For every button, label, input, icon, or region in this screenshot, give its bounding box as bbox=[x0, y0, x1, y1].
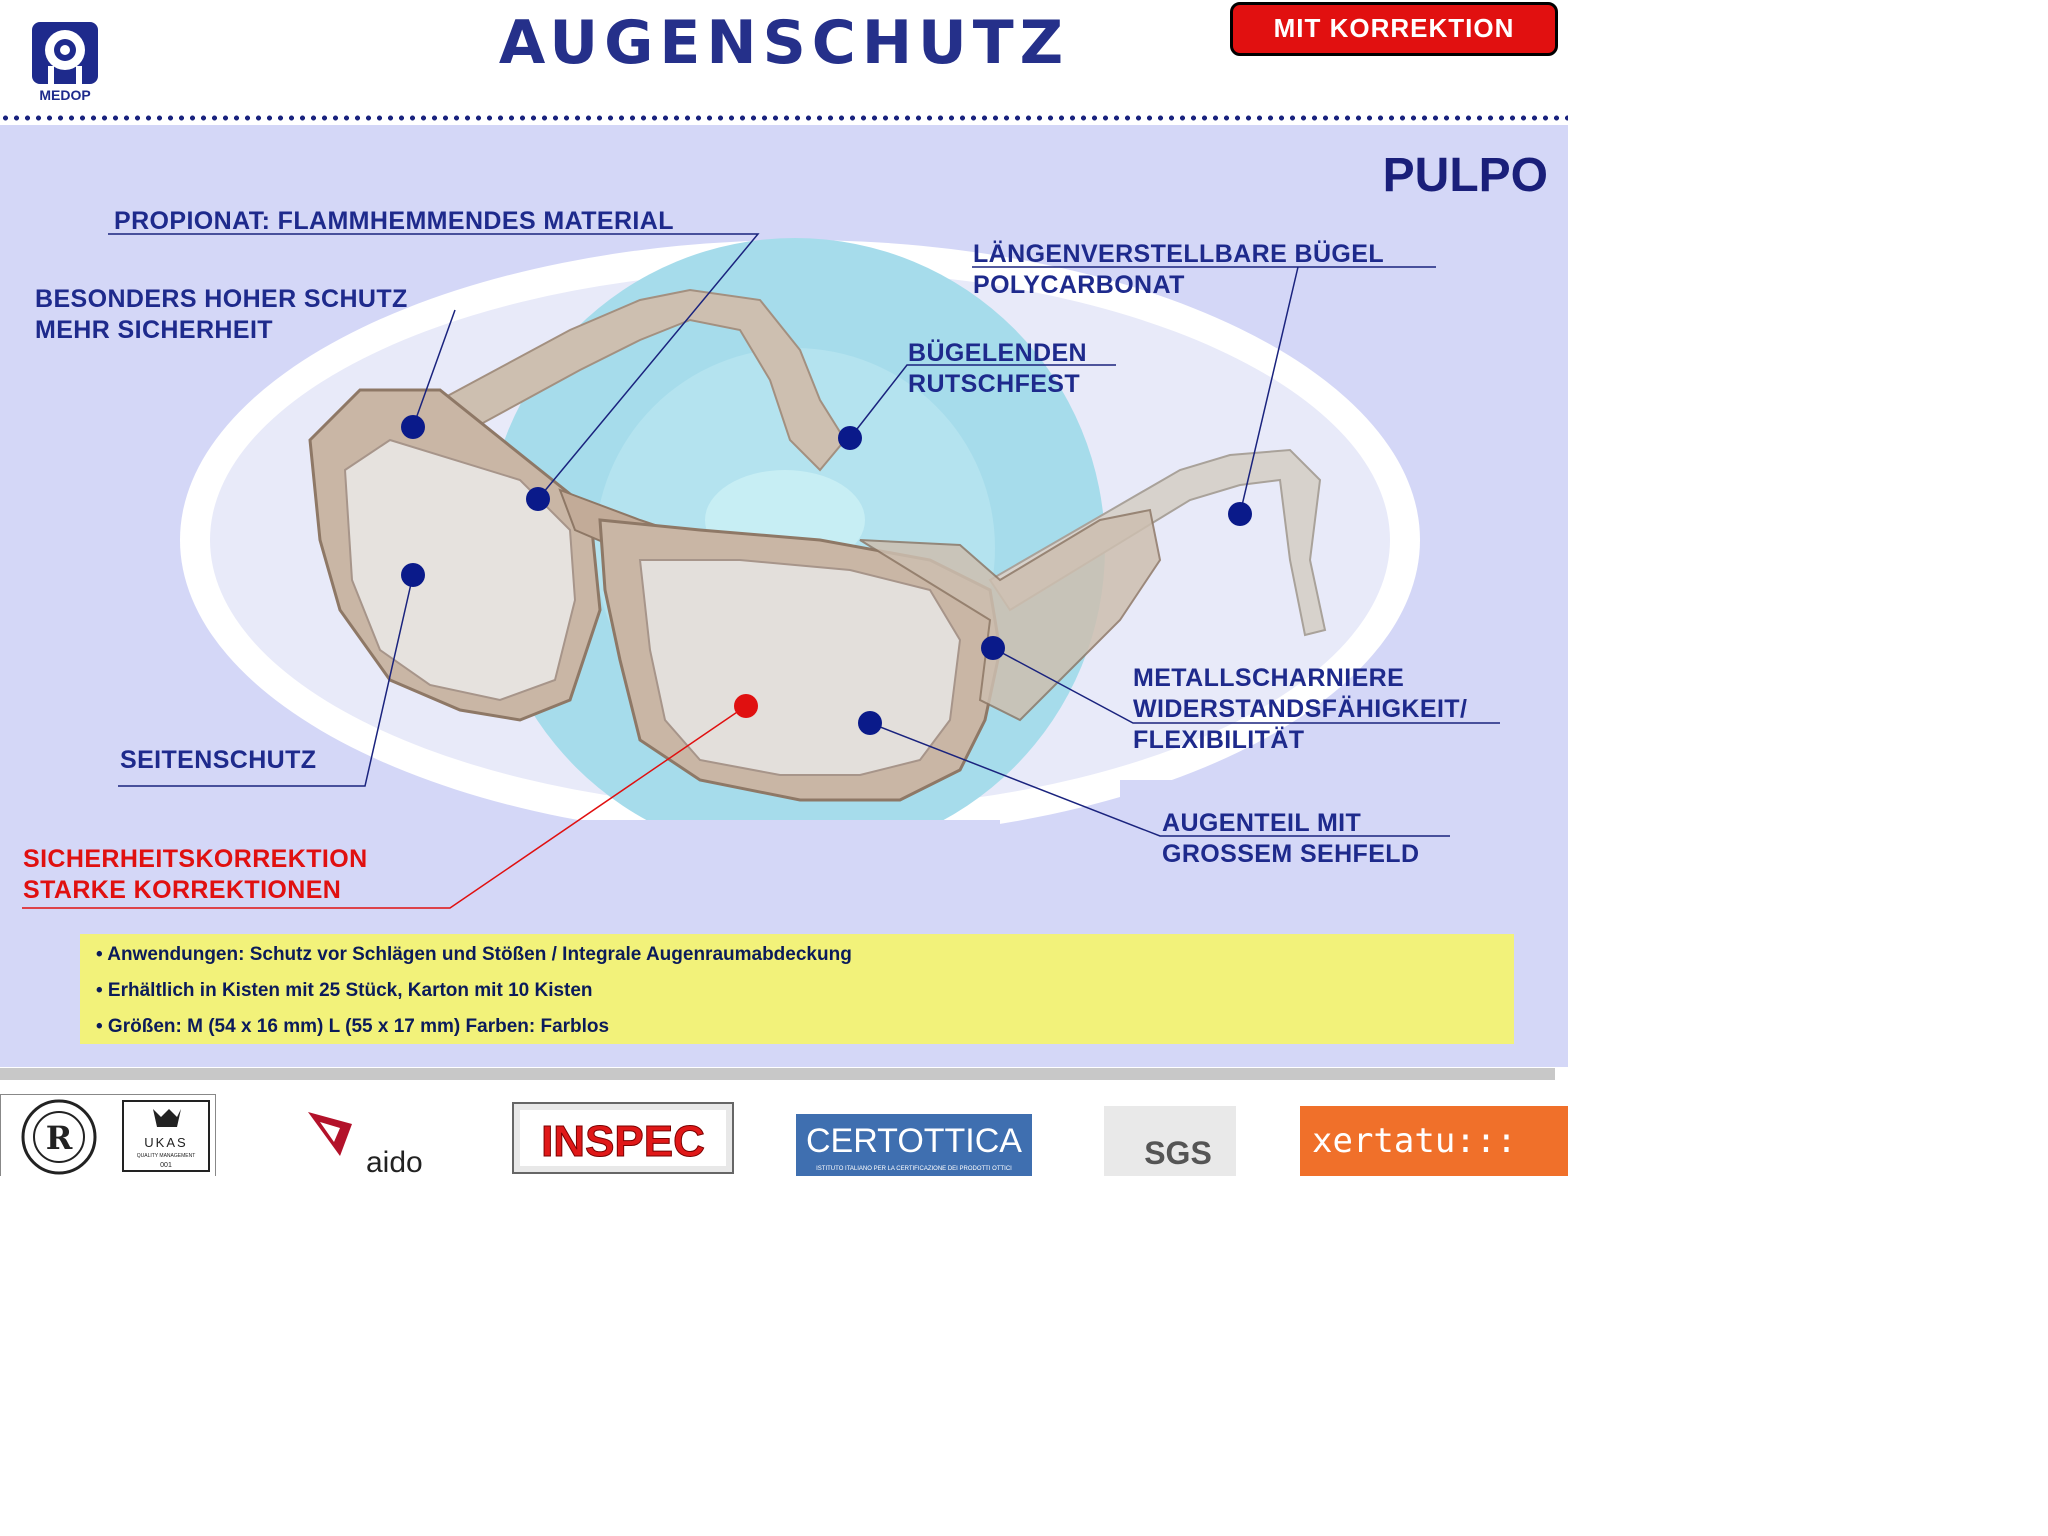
marker-augenteil bbox=[858, 711, 882, 735]
callout-augenteil-line1: AUGENTEIL MIT bbox=[1162, 809, 1362, 837]
callout-buegel-line1: LÄNGENVERSTELLBARE BÜGEL bbox=[973, 240, 1385, 268]
callout-korrektion-line1: SICHERHEITSKORREKTION bbox=[23, 845, 368, 873]
info-box bbox=[80, 934, 1514, 1044]
callout-propionat bbox=[114, 206, 674, 237]
certottica-logo bbox=[796, 1114, 1032, 1176]
callout-schutz-line1: BESONDERS HOHER SCHUTZ bbox=[35, 285, 408, 313]
svg-text:aido: aido bbox=[366, 1146, 423, 1176]
dotted-divider bbox=[0, 114, 1568, 122]
callout-buegel bbox=[973, 239, 1384, 301]
callout-augenteil bbox=[1162, 808, 1419, 870]
svg-text:R: R bbox=[45, 1119, 73, 1157]
callout-buegelenden-line2: RUTSCHFEST bbox=[908, 370, 1081, 398]
callout-buegelenden-line1: BÜGELENDEN bbox=[908, 339, 1088, 367]
callout-schutz bbox=[35, 284, 408, 346]
callout-scharniere-line2: WIDERSTANDSFÄHIGKEIT/ bbox=[1133, 695, 1468, 723]
marker-buegelenden bbox=[838, 426, 862, 450]
svg-text:SGS: SGS bbox=[1144, 1135, 1212, 1171]
callout-korrektion-line2: STARKE KORREKTIONEN bbox=[23, 876, 342, 904]
svg-text:UKAS: UKAS bbox=[144, 1135, 188, 1150]
svg-text:xertatu:::: xertatu::: bbox=[1312, 1121, 1517, 1161]
svg-text:QUALITY MANAGEMENT: QUALITY MANAGEMENT bbox=[136, 1153, 196, 1159]
callout-scharniere-line3: FLEXIBILITÄT bbox=[1133, 726, 1305, 754]
callout-scharniere bbox=[1133, 663, 1467, 756]
callout-seitenschutz bbox=[120, 745, 316, 776]
callout-seitenschutz-text: SEITENSCHUTZ bbox=[120, 746, 317, 774]
callout-buegelenden bbox=[908, 338, 1087, 400]
footer-divider bbox=[0, 1068, 1555, 1080]
info-applications: • Anwendungen: Schutz vor Schlägen und Stößen / Integrale Augenraumabdeckung bbox=[96, 944, 852, 965]
iqnet-ukas-logo bbox=[0, 1094, 216, 1176]
inspec-logo bbox=[512, 1102, 734, 1174]
callout-schutz-line2: MEHR SICHERHEIT bbox=[35, 316, 273, 344]
svg-text:001: 001 bbox=[160, 1162, 172, 1169]
aido-logo bbox=[300, 1094, 440, 1176]
svg-text:ISTITUTO ITALIANO PER LA CERTI: ISTITUTO ITALIANO PER LA CERTIFICAZIONE DEI PRODOTTI OTTICI bbox=[816, 1166, 1012, 1172]
svg-text:CERTOTTICA: CERTOTTICA bbox=[806, 1122, 1022, 1160]
callout-buegel-line2: POLYCARBONAT bbox=[973, 271, 1185, 299]
marker-seitenschutz bbox=[401, 563, 425, 587]
page-title: AUGENSCHUTZ bbox=[498, 8, 1070, 78]
marker-schutz bbox=[401, 415, 425, 439]
marker-buegel bbox=[1228, 502, 1252, 526]
marker-propionat bbox=[526, 487, 550, 511]
marker-scharniere bbox=[981, 636, 1005, 660]
info-packaging: • Erhältlich in Kisten mit 25 Stück, Karton mit 10 Kisten bbox=[96, 980, 593, 1001]
callout-propionat-text: PROPIONAT: FLAMMHEMMENDES MATERIAL bbox=[114, 207, 674, 235]
xertatu-logo bbox=[1300, 1106, 1568, 1176]
callout-korrektion bbox=[23, 844, 368, 906]
correction-badge: MIT KORREKTION bbox=[1230, 2, 1558, 56]
svg-text:MEDOP: MEDOP bbox=[39, 87, 91, 103]
sgs-logo bbox=[1104, 1106, 1236, 1176]
callout-scharniere-line1: METALLSCHARNIERE bbox=[1133, 664, 1405, 692]
info-sizes: • Größen: M (54 x 16 mm) L (55 x 17 mm) Farben: Farblos bbox=[96, 1016, 610, 1037]
svg-text:INSPEC: INSPEC bbox=[541, 1117, 705, 1166]
callout-augenteil-line2: GROSSEM SEHFELD bbox=[1162, 840, 1420, 868]
marker-korrektion bbox=[734, 694, 758, 718]
product-name: PULPO bbox=[1382, 149, 1548, 202]
